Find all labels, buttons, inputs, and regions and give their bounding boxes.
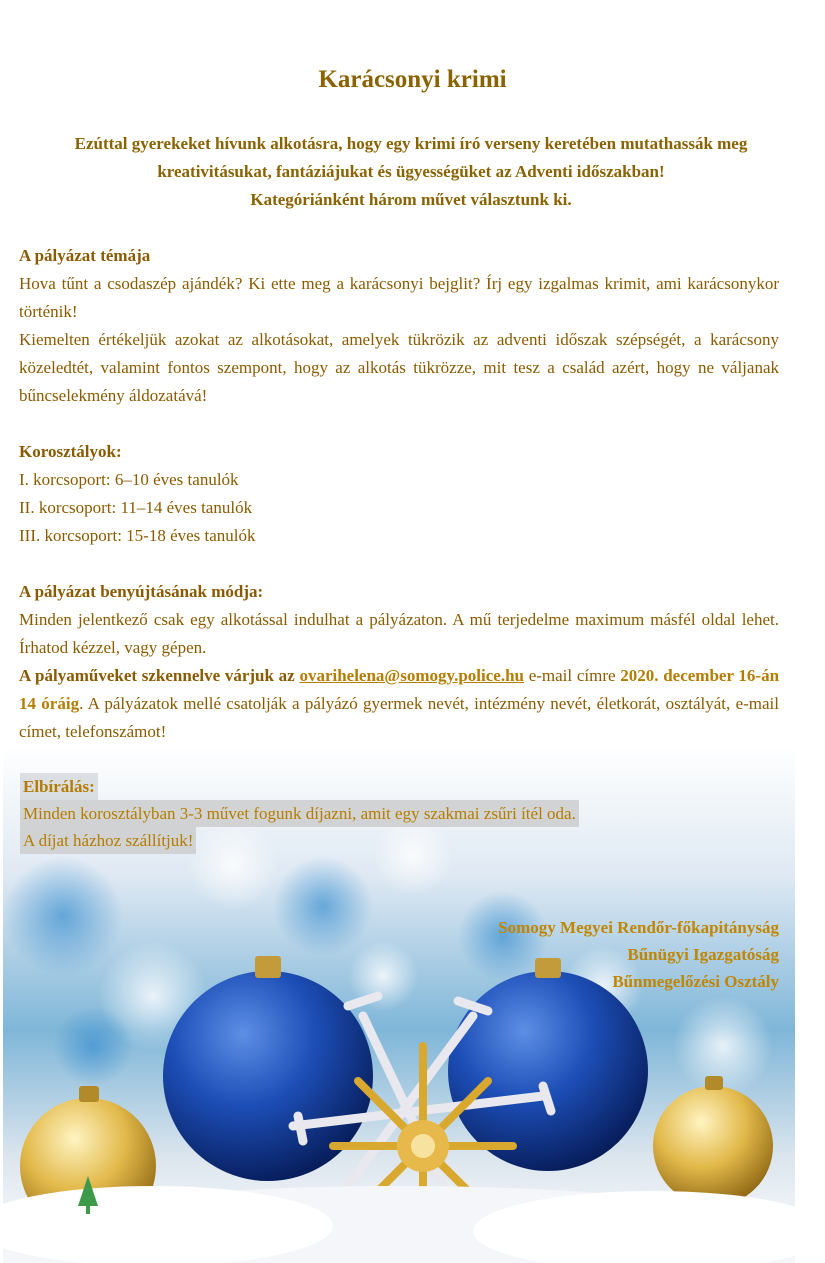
topic-paragraph-1: Hova tűnt a csodaszép ajándék? Ki ette meg a karácsonyi bejglit? Írj egy izgalmas krimit, ami karácsonykor történik! <box>19 274 779 321</box>
signature-line-3: Bűnmegelőzési Osztály <box>612 972 779 991</box>
signature-block <box>498 914 779 995</box>
topic-section <box>19 242 779 410</box>
judging-section <box>20 773 579 854</box>
signature-line-1: Somogy Megyei Rendőr-főkapitányság <box>498 918 779 937</box>
topic-heading: A pályázat témája <box>19 246 151 265</box>
age-group-item: III. korcsoport: 15-18 éves tanulók <box>19 526 256 545</box>
submission-heading: A pályázat benyújtásának módja: <box>19 582 264 601</box>
page-title: Karácsonyi krimi <box>318 66 507 93</box>
intro-line-1: Ezúttal gyerekeket hívunk alkotásra, hogy egy krimi író verseny keretében mutathassák meg <box>74 134 748 153</box>
intro-line-3: Kategóriánként három művet választunk ki. <box>250 190 572 209</box>
judging-heading: Elbírálás: <box>20 773 98 800</box>
age-groups-heading: Korosztályok: <box>19 442 122 461</box>
intro-block <box>20 130 802 214</box>
age-groups-section <box>19 438 779 550</box>
judging-line-1: Minden korosztályban 3-3 művet fogunk díjazni, amit egy szakmai zsűri ítél oda. <box>20 800 579 827</box>
email-link[interactable]: ovarihelena@somogy.police.hu <box>299 666 524 685</box>
signature-line-2: Bűnügyi Igazgatóság <box>627 945 779 964</box>
intro-line-2: kreativitásukat, fantáziájukat és ügyességüket az Adventi időszakban! <box>157 162 665 181</box>
submission-paragraph-2 <box>19 662 779 746</box>
submission-section <box>19 578 779 746</box>
age-group-item: I. korcsoport: 6–10 éves tanulók <box>19 470 239 489</box>
judging-line-2: A díjat házhoz szállítjuk! <box>20 827 196 854</box>
deadline: 2020. december 16-án 14 óráig <box>19 666 780 713</box>
submission-paragraph-1: Minden jelentkező csak egy alkotással indulhat a pályázaton. A mű terjedelme maximum másfél oldal lehet. Írhatod kézzel, vagy gépen. <box>19 610 779 657</box>
submission-suffix: . A pályázatok mellé csatolják a pályázó gyermek nevét, intézmény nevét, életkorát, osztályát, e-mail címet, telefonszámot! <box>19 694 779 741</box>
submission-prefix: A pályaműveket szkennelve várjuk az <box>19 666 295 685</box>
age-group-item: II. korcsoport: 11–14 éves tanulók <box>19 498 253 517</box>
submission-mid: e-mail címre <box>528 666 616 685</box>
topic-paragraph-2: Kiemelten értékeljük azokat az alkotásokat, amelyek tükrözik az adventi időszak szépségét, a karácsony közeledtét, valamint fontos szempont, hogy az alkotás tükrözze, mit tesz a család azért, hogy ne váljanak bűncselekmény áldozatává! <box>19 330 779 405</box>
